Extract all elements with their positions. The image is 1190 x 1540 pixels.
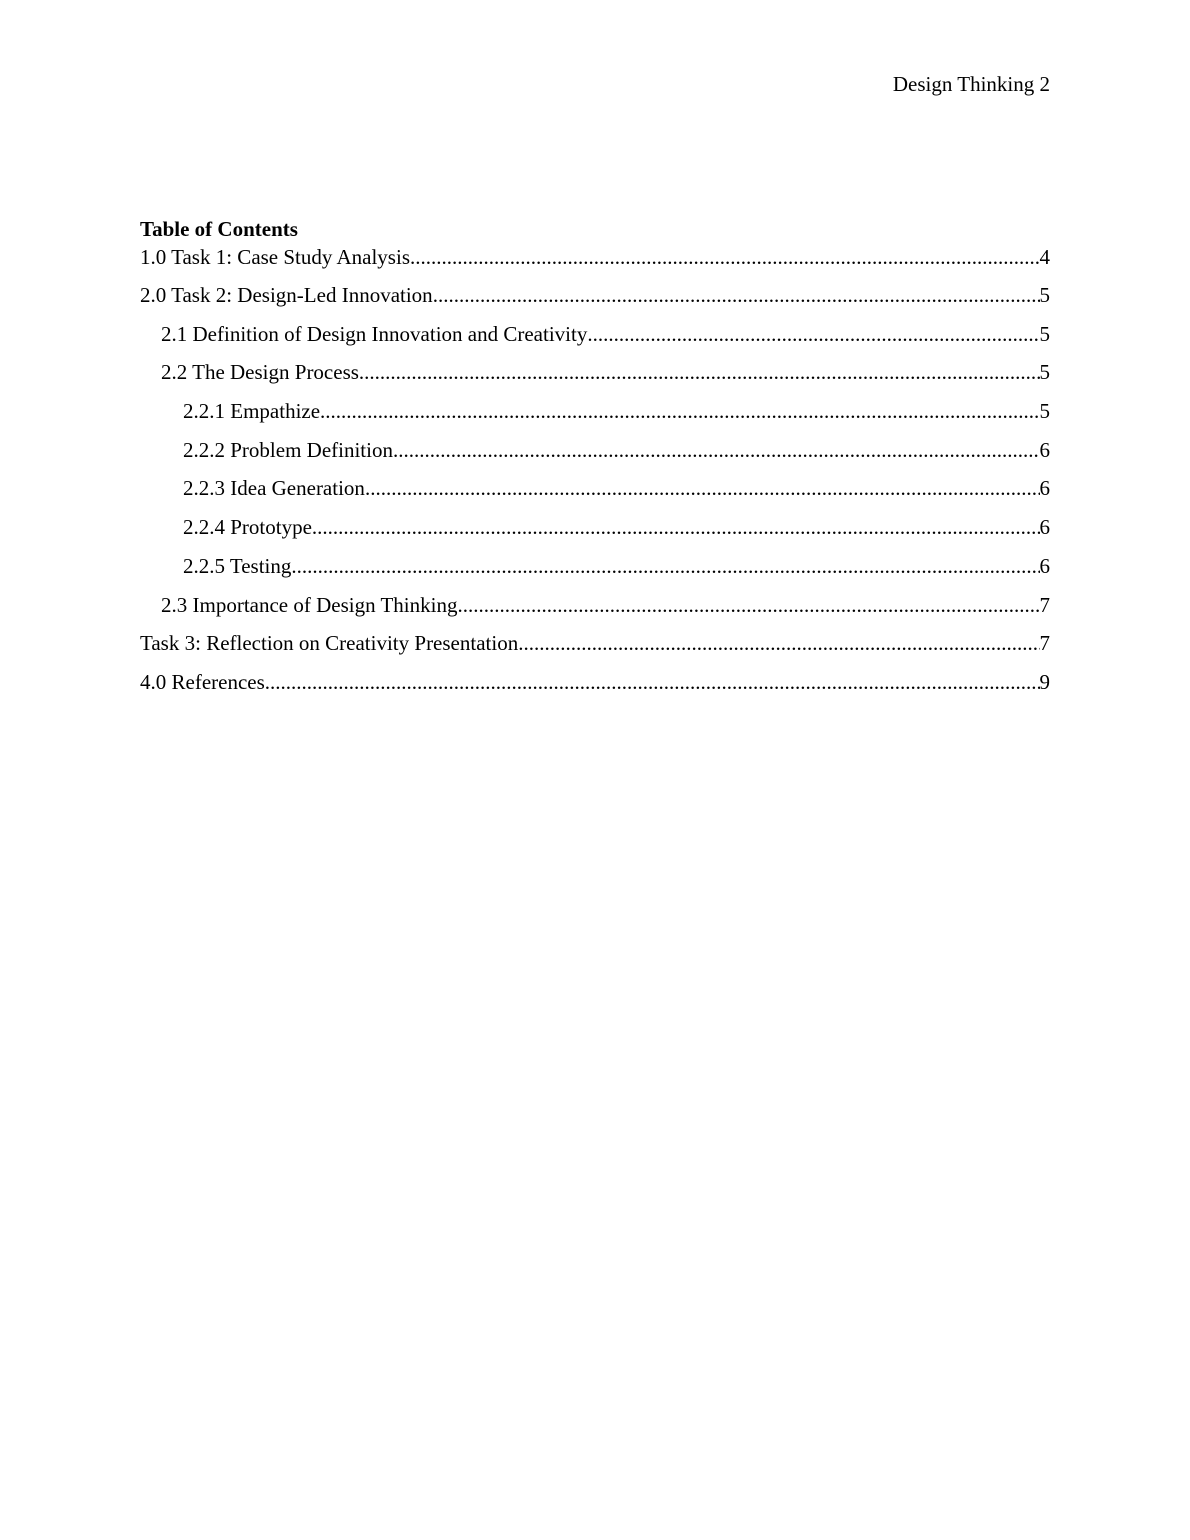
toc-entry[interactable] [140,513,1050,552]
toc-entry-label[interactable]: 2.2.2 Problem Definition [183,437,393,462]
toc-entry[interactable] [140,668,1050,707]
toc-entry[interactable] [140,436,1050,475]
toc-dot-leader [457,591,1039,619]
toc-entry-label[interactable]: 4.0 References [140,669,265,694]
toc-entry[interactable] [140,243,1050,281]
toc-entry-page-number[interactable]: 7 [1039,592,1050,617]
toc-dot-leader [359,358,1040,386]
toc-dot-leader [410,243,1040,271]
toc-dot-leader [433,281,1040,309]
toc-entry[interactable] [140,474,1050,513]
toc-entry-page-number[interactable]: 6 [1039,515,1050,540]
toc-entry-page-number[interactable]: 5 [1039,321,1050,346]
toc-entry[interactable] [140,629,1050,668]
toc-entry[interactable] [140,591,1050,630]
toc-list [140,243,1050,707]
toc-entry[interactable] [140,397,1050,436]
toc-dot-leader [291,552,1039,580]
toc-entry-label[interactable]: 2.0 Task 2: Design-Led Innovation [140,283,433,307]
toc-entry-page-number[interactable]: 6 [1039,437,1050,462]
toc-entry-label[interactable]: 2.3 Importance of Design Thinking [161,592,458,617]
toc-entry-label[interactable]: 2.2.5 Testing [183,553,292,578]
toc-entry-page-number[interactable]: 4 [1039,245,1050,269]
toc-dot-leader [518,629,1039,657]
toc-entry[interactable] [140,552,1050,591]
toc-entry[interactable] [140,358,1050,397]
toc-dot-leader [365,474,1040,502]
toc-entry-page-number[interactable]: 9 [1039,669,1050,694]
toc-entry-label[interactable]: 2.2.1 Empathize [183,399,321,424]
toc-entry-page-number[interactable]: 6 [1039,553,1050,578]
toc-dot-leader [312,513,1040,541]
toc-entry-page-number[interactable]: 5 [1039,360,1050,385]
toc-entry-page-number[interactable]: 5 [1039,399,1050,424]
toc-entry-label[interactable]: 2.2.3 Idea Generation [183,476,365,501]
toc-entry[interactable] [140,281,1050,320]
toc-dot-leader [587,320,1039,348]
toc-title: Table of Contents [140,217,298,241]
toc-entry-label[interactable]: 2.1 Definition of Design Innovation and Creativity [161,321,588,346]
toc-entry-page-number[interactable]: 5 [1039,283,1050,307]
toc-entry[interactable] [140,320,1050,359]
page-header [893,70,1050,98]
toc-entry-label[interactable]: 1.0 Task 1: Case Study Analysis [140,245,410,269]
toc-entry-page-number[interactable]: 6 [1039,476,1050,501]
toc-entry-page-number[interactable]: 7 [1039,631,1050,656]
table-of-contents [140,215,1050,707]
toc-entry-label[interactable]: 2.2.4 Prototype [183,515,312,540]
running-title: Design Thinking 2 [892,72,1050,96]
toc-dot-leader [393,436,1040,464]
toc-dot-leader [320,397,1039,425]
toc-entry-label[interactable]: 2.2 The Design Process [161,360,359,385]
toc-entry-label[interactable]: Task 3: Reflection on Creativity Presentation [140,631,519,656]
toc-dot-leader [265,668,1040,696]
